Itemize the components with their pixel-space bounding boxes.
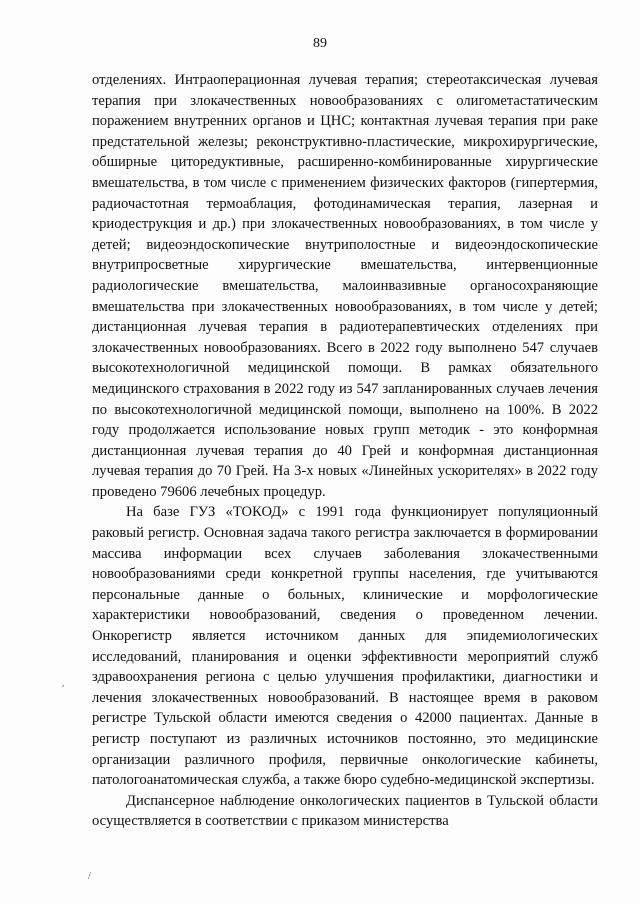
- scan-mark: ʹ: [62, 683, 65, 695]
- page-number: 89: [313, 36, 327, 51]
- paragraph-dispensary-observation: Диспансерное наблюдение онкологических пациентов в Тульской области осуществляется в соответствии с приказом министерства: [92, 792, 598, 830]
- paragraph-cancer-registry: На базе ГУЗ «ТОКОД» с 1991 года функционирует популяционный раковый регистр. Основная задача такого регистра заключается в формировании массива информации всех случаев заболевания злокачественными новообразованиями среди конкретной группы населения, где учитываются персональные данные о больных, клинические и морфологические характеристики новообразований, сведения о проведенном лечении. Онкорегистр является источником данных для эпидемиологических исследований, планирования и оценки эффективности мероприятий служб здравоохранения региона с целью улучшения профилактики, диагностики и лечения злокачественных новообразований. В настоящее время в раковом регистре Тульской области имеются сведения о 42000 пациентах. Данные в регистр поступают из различных источников постоянно, это медицинские организации различного профиля, первичные онкологические кабинеты, патологоанатомическая служба, а также бюро судебно-медицинской экспертизы.: [92, 504, 598, 789]
- body-text: [92, 70, 598, 832]
- paragraph-continuation: отделениях. Интраоперационная лучевая терапия; стереотаксическая лучевая терапия при злокачественных новообразованиях с олигометастатическим поражением внутренних органов и ЦНС; контактная лучевая терапия при раке предстательной железы; реконструктивно-пластические, микрохирургические, обширные циторедуктивные, расширенно-комбинированные хирургические вмешательства, в том числе с применением физических факторов (гипертермия, радиочастотная термоаблация, фотодинамическая терапия, лазерная и криодеструкция и др.) при злокачественных новообразованиях, в том числе у детей; видеоэндоскопические внутриполостные и видеоэндоскопические внутрипросветные хирургические вмешательства, интервенционные радиологические вмешательства, малоинвазивные органосохраняющие вмешательства при злокачественных новообразованиях, в том числе у детей; дистанционная лучевая терапия в радиотерапевтических отделениях при злокачественных новообразованиях. Всего в 2022 году выполнено 547 случаев высокотехнологичной медицинской помощи. В рамках обязательного медицинского страхования в 2022 году из 547 запланированных случаев лечения по высокотехнологичной медицинской помощи, выполнено на 100%. В 2022 году продолжается использование новых групп методик - это конформная дистанционная лучевая терапия до 40 Грей и конформная дистанционная лучевая терапия до 70 Грей. На 3-х новых «Линейных ускорителях» в 2022 году проведено 79606 лечебных процедур.: [92, 72, 598, 500]
- scan-mark: /: [88, 870, 92, 882]
